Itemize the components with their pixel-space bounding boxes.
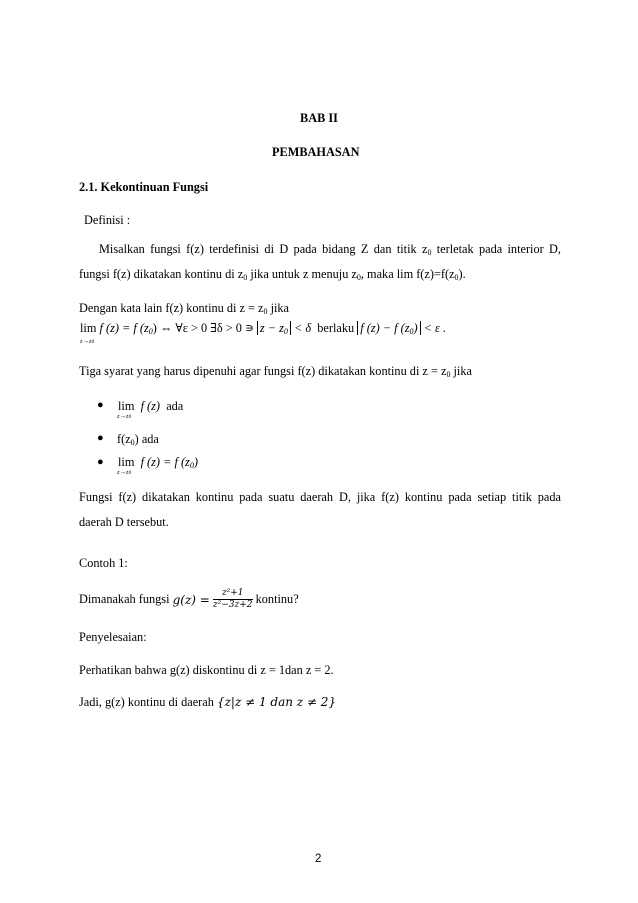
bullet-icon: ●: [97, 456, 104, 468]
condition-3: [118, 455, 198, 470]
text: jika untuk z menuju z: [247, 267, 357, 281]
bullet-icon: ●: [97, 432, 104, 444]
definition-label: Definisi :: [84, 213, 131, 227]
g-fraction: [213, 588, 253, 611]
text: z − z: [259, 321, 284, 335]
lim-operator: lim: [118, 399, 135, 413]
subscript: 0: [454, 273, 459, 282]
condition-1: [118, 399, 183, 414]
g-lhs: g(z) =: [172, 592, 210, 607]
abs-f-difference: [357, 321, 420, 335]
text: f (z) = f (z: [140, 455, 190, 469]
subscript: 0: [356, 273, 361, 282]
subscript: 0: [263, 307, 268, 316]
subscript: 0: [427, 248, 432, 257]
text: ) ⇔ ∀ε > 0 ∃δ > 0 ∍: [152, 321, 254, 335]
lim-subscript: [117, 413, 131, 420]
subscript: 0: [283, 327, 288, 336]
subscript: 0: [128, 471, 132, 476]
text: kontinu?: [255, 592, 299, 606]
lim-operator: lim: [118, 455, 135, 469]
text: , maka lim f(z)=f(z: [360, 267, 455, 281]
page-number: 2: [315, 853, 322, 865]
example-label: Contoh 1:: [79, 556, 128, 570]
text: f(z: [117, 432, 131, 446]
continuity-formula: [80, 321, 446, 336]
text: Dimanakah fungsi: [79, 592, 170, 606]
text: Dengan kata lain f(z) kontinu di z = z: [79, 301, 264, 315]
text: jika: [267, 301, 290, 315]
text: fungsi f(z) dikatakan kontinu di z: [79, 267, 244, 281]
lim-operator: lim: [80, 321, 97, 335]
subscript: 0: [189, 461, 194, 470]
fraction-denominator: z²−3z+2: [212, 600, 253, 610]
text: z→z: [117, 413, 129, 420]
text: Jadi, g(z) kontinu di daerah: [79, 695, 214, 709]
text: ) ada: [134, 432, 159, 446]
paragraph-definition-line-1: [99, 242, 561, 257]
subscript: 0: [409, 327, 414, 336]
text: f (z) = f (z: [99, 321, 149, 335]
text: ): [193, 455, 198, 469]
subscript: 0: [130, 438, 135, 447]
paragraph-region-line-2: daerah D tersebut.: [79, 515, 169, 529]
text: z→z: [80, 338, 92, 345]
formula-lhs: [99, 321, 253, 335]
subscript: 0: [148, 327, 153, 336]
text: ada: [166, 399, 184, 413]
section-title: 2.1. Kekontinuan Fungsi: [79, 180, 209, 194]
bullet-icon: ●: [97, 399, 104, 411]
text: f (z): [140, 399, 161, 413]
text: ): [413, 321, 418, 335]
subscript: 0: [128, 415, 132, 420]
dengan-kata-lain-line: [79, 301, 289, 316]
fraction-numerator: z²+1: [213, 588, 253, 600]
lim-subscript: [80, 338, 94, 345]
berlaku-word: berlaku: [317, 321, 355, 335]
text: < ε .: [420, 321, 447, 335]
observation-line: Perhatikan bahwa g(z) diskontinu di z = 1dan z = 2.: [79, 663, 334, 677]
subscript: 0: [91, 340, 95, 345]
solution-label: Penyelesaian:: [79, 630, 147, 644]
abs-z-minus-z0: [257, 321, 291, 335]
paragraph-definition-line-2: [79, 267, 466, 282]
lim-subscript: [117, 469, 131, 476]
subscript: 0: [243, 273, 248, 282]
text: z→z: [117, 469, 129, 476]
subscript: 0: [446, 370, 451, 379]
conclusion-line: [79, 695, 336, 710]
paragraph-region-line-1: Fungsi f(z) dikatakan kontinu pada suatu daerah D, jika f(z) kontinu pada setiap titik pada: [79, 490, 561, 504]
text: ).: [458, 267, 466, 281]
chapter-title: BAB II: [300, 111, 338, 125]
text: terletak pada interior D,: [431, 242, 561, 256]
text: jika: [450, 364, 472, 378]
conclusion-set: {z|z ≠ 1 dan z ≠ 2}: [216, 695, 337, 709]
text: Misalkan fungsi f(z) terdefinisi di D pada bidang Z dan titik z: [99, 242, 428, 256]
tiga-syarat-line: [79, 364, 472, 379]
question-line: [79, 588, 299, 611]
text: f (z) − f (z: [360, 321, 410, 335]
text: < δ: [290, 321, 312, 335]
condition-2: [117, 432, 159, 447]
text: Tiga syarat yang harus dipenuhi agar fungsi f(z) dikatakan kontinu di z = z: [79, 364, 447, 378]
chapter-heading: PEMBAHASAN: [272, 145, 360, 159]
